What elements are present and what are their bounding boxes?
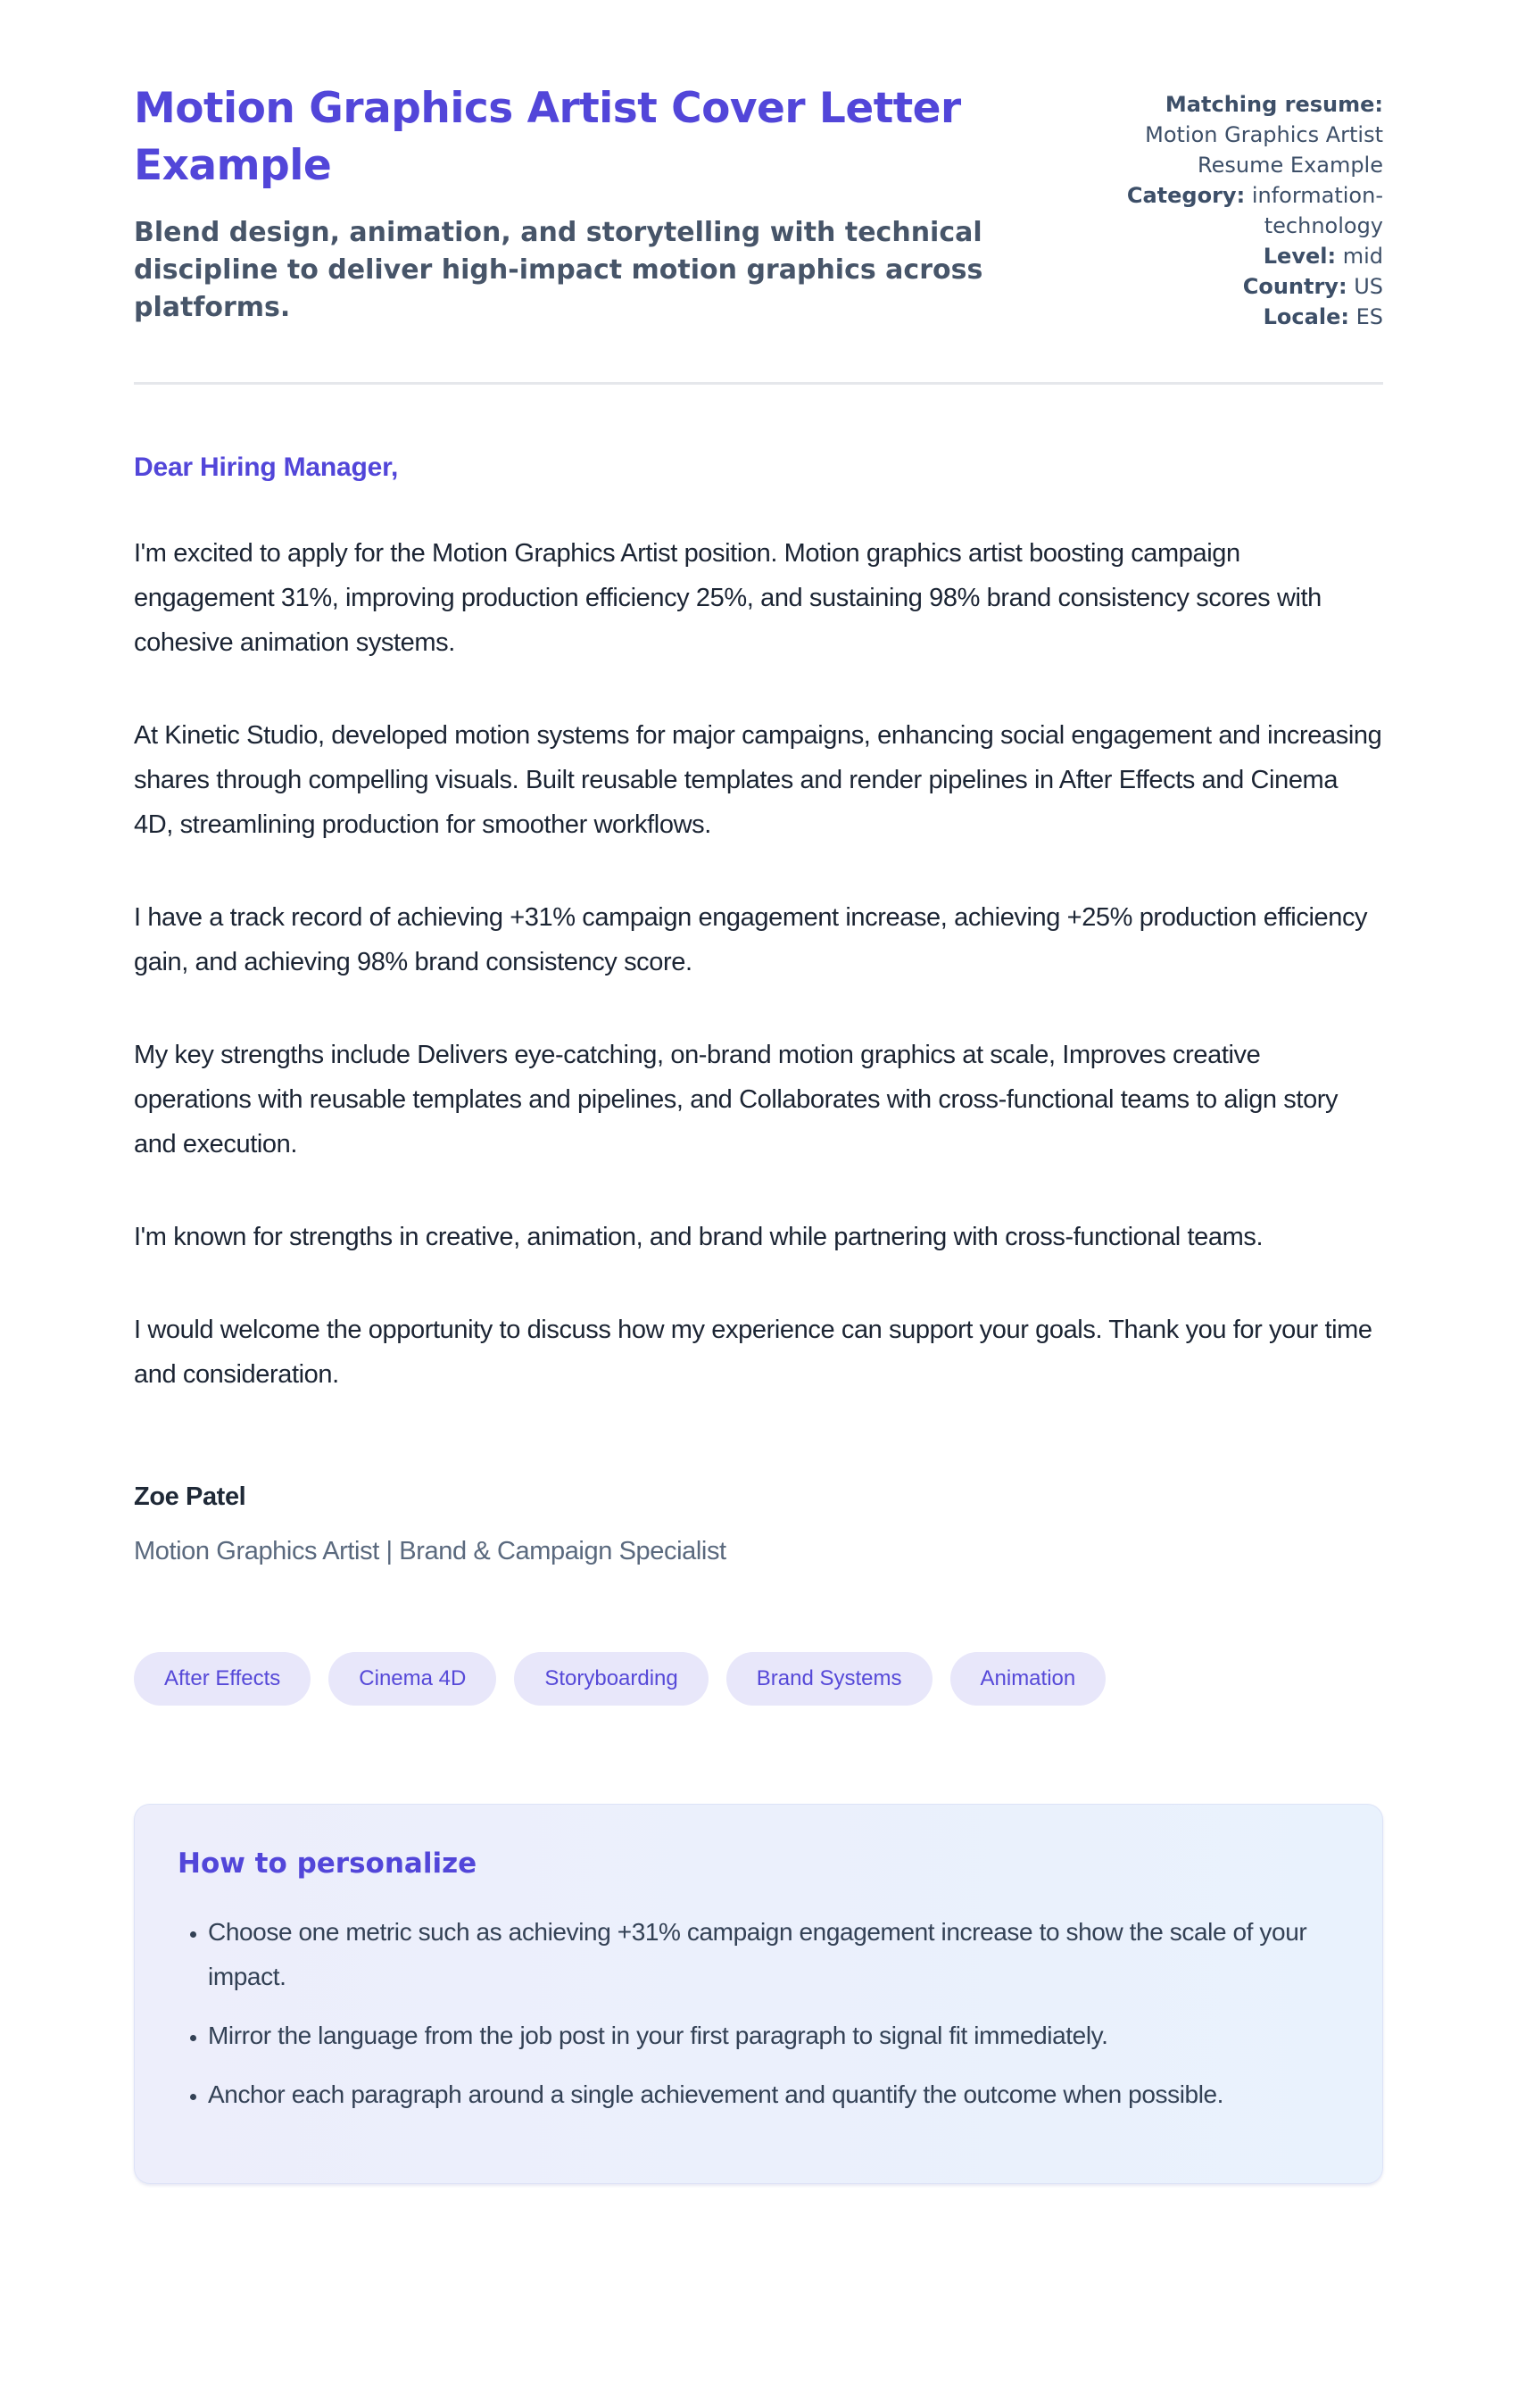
- meta-locale: [1055, 302, 1383, 332]
- meta-level-value: mid: [1342, 244, 1383, 269]
- meta-matching-resume: [1055, 89, 1383, 180]
- meta-country-label: Country:: [1242, 274, 1347, 299]
- meta-locale-value: ES: [1355, 304, 1383, 329]
- meta-category-value: information-technology: [1251, 183, 1383, 238]
- header-divider: [134, 382, 1383, 385]
- header-title-block: [134, 80, 1053, 327]
- meta-country: [1055, 271, 1383, 302]
- how-to-personalize-heading: How to personalize: [178, 1848, 477, 1880]
- tag-after-effects[interactable]: After Effects: [134, 1652, 311, 1706]
- meta-matching-resume-label: Matching resume:: [1165, 92, 1383, 117]
- letter-greeting: Dear Hiring Manager,: [134, 453, 399, 482]
- cover-letter-body: [134, 453, 1383, 1566]
- page-title: Motion Graphics Artist Cover Letter Example: [134, 84, 961, 190]
- page-subtitle: Blend design, animation, and storytelling with technical discipline to deliver high-impact motion graphics across platforms.: [134, 217, 983, 323]
- personalize-tip: • Anchor each paragraph around a single achievement and quantify the outcome when possible.: [208, 2072, 1339, 2117]
- meta-category: [1055, 180, 1383, 241]
- letter-paragraph: I would welcome the opportunity to discuss how my experience can support your goals. Thank you for your time and consideration.: [134, 1316, 1372, 1389]
- how-to-personalize-card: [134, 1804, 1383, 2184]
- meta-level: [1055, 241, 1383, 271]
- meta-country-value: US: [1354, 274, 1383, 299]
- signature-role: Motion Graphics Artist | Brand & Campaign Specialist: [134, 1537, 726, 1565]
- letter-paragraph: I'm excited to apply for the Motion Graphics Artist position. Motion graphics artist boosting campaign engagement 31%, improving production efficiency 25%, and sustaining 98% brand consistency scores with cohesive animation systems.: [134, 539, 1322, 657]
- signature-name: Zoe Patel: [134, 1482, 246, 1511]
- meta-level-label: Level:: [1263, 244, 1337, 269]
- meta-matching-resume-value: Motion Graphics Artist Resume Example: [1145, 122, 1383, 178]
- meta-category-label: Category:: [1126, 183, 1246, 208]
- tag-storyboarding[interactable]: Storyboarding: [514, 1652, 708, 1706]
- meta-locale-label: Locale:: [1263, 304, 1349, 329]
- personalize-tips-list: [178, 1910, 1339, 2117]
- page-header: [134, 80, 1383, 332]
- letter-paragraph: I'm known for strengths in creative, animation, and brand while partnering with cross-functional teams.: [134, 1223, 1264, 1251]
- resume-meta-panel: [1055, 80, 1383, 332]
- letter-paragraph: I have a track record of achieving +31% campaign engagement increase, achieving +25% production efficiency gain, and achieving 98% brand consistency score.: [134, 903, 1368, 976]
- tag-brand-systems[interactable]: Brand Systems: [726, 1652, 933, 1706]
- personalize-tip: • Mirror the language from the job post in your first paragraph to signal fit immediately.: [208, 2014, 1339, 2058]
- tag-cinema-4d[interactable]: Cinema 4D: [328, 1652, 496, 1706]
- skill-tags-row: [134, 1652, 1383, 1706]
- personalize-tip: • Choose one metric such as achieving +31% campaign engagement increase to show the scale of your impact.: [208, 1910, 1339, 1999]
- letter-paragraph: My key strengths include Delivers eye-catching, on-brand motion graphics at scale, Improves creative operations with reusable templates and pipelines, and Collaborates with cross-functional teams to align story and execution.: [134, 1041, 1339, 1158]
- tag-animation[interactable]: Animation: [950, 1652, 1107, 1706]
- letter-paragraph: At Kinetic Studio, developed motion systems for major campaigns, enhancing social engagement and increasing shares through compelling visuals. Built reusable templates and render pipelines in After Effects and Cinema 4D, streamlining production for smoother workflows.: [134, 721, 1382, 839]
